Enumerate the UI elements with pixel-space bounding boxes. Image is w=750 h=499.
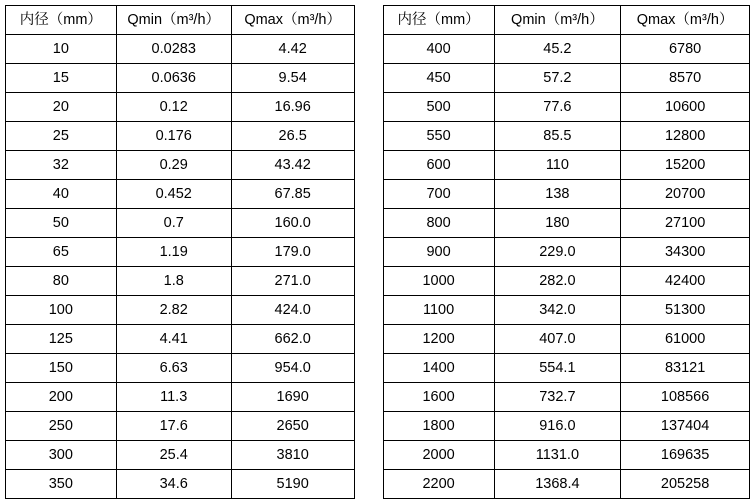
cell-qmin: 45.2 bbox=[494, 35, 621, 64]
cell-qmin: 0.176 bbox=[116, 122, 231, 151]
cell-qmin: 554.1 bbox=[494, 354, 621, 383]
table-row bbox=[6, 470, 355, 499]
cell-qmin: 85.5 bbox=[494, 122, 621, 151]
table-row bbox=[6, 267, 355, 296]
cell-inner-diameter: 1400 bbox=[383, 354, 494, 383]
table-row bbox=[6, 412, 355, 441]
cell-inner-diameter: 80 bbox=[6, 267, 117, 296]
table-row bbox=[383, 93, 749, 122]
cell-qmin: 2.82 bbox=[116, 296, 231, 325]
cell-qmin: 1.8 bbox=[116, 267, 231, 296]
cell-qmax: 61000 bbox=[621, 325, 750, 354]
table-row bbox=[6, 151, 355, 180]
cell-qmax: 662.0 bbox=[231, 325, 354, 354]
cell-inner-diameter: 1200 bbox=[383, 325, 494, 354]
cell-inner-diameter: 800 bbox=[383, 209, 494, 238]
cell-qmax: 27100 bbox=[621, 209, 750, 238]
cell-qmin: 1.19 bbox=[116, 238, 231, 267]
cell-inner-diameter: 25 bbox=[6, 122, 117, 151]
column-header-inner-diameter: 内径（mm） bbox=[6, 6, 117, 35]
cell-qmin: 25.4 bbox=[116, 441, 231, 470]
flow-range-table-left bbox=[5, 5, 355, 499]
table-row bbox=[383, 296, 749, 325]
table-row bbox=[6, 441, 355, 470]
cell-qmax: 160.0 bbox=[231, 209, 354, 238]
cell-qmin: 57.2 bbox=[494, 64, 621, 93]
flow-range-table-right bbox=[383, 5, 750, 499]
table-row bbox=[383, 325, 749, 354]
table-row bbox=[6, 64, 355, 93]
table-row bbox=[6, 209, 355, 238]
table-row bbox=[6, 354, 355, 383]
cell-inner-diameter: 600 bbox=[383, 151, 494, 180]
cell-inner-diameter: 2000 bbox=[383, 441, 494, 470]
cell-qmin: 916.0 bbox=[494, 412, 621, 441]
cell-inner-diameter: 300 bbox=[6, 441, 117, 470]
cell-inner-diameter: 150 bbox=[6, 354, 117, 383]
table-row bbox=[383, 412, 749, 441]
cell-qmax: 1690 bbox=[231, 383, 354, 412]
cell-qmax: 12800 bbox=[621, 122, 750, 151]
cell-qmax: 424.0 bbox=[231, 296, 354, 325]
table-row bbox=[6, 93, 355, 122]
table-row bbox=[383, 383, 749, 412]
cell-qmin: 1131.0 bbox=[494, 441, 621, 470]
cell-qmin: 6.63 bbox=[116, 354, 231, 383]
cell-inner-diameter: 1800 bbox=[383, 412, 494, 441]
table-row bbox=[383, 209, 749, 238]
table-row bbox=[6, 122, 355, 151]
cell-inner-diameter: 550 bbox=[383, 122, 494, 151]
table-row bbox=[383, 151, 749, 180]
cell-qmax: 10600 bbox=[621, 93, 750, 122]
cell-qmin: 180 bbox=[494, 209, 621, 238]
table-row bbox=[6, 383, 355, 412]
table-row bbox=[383, 35, 749, 64]
cell-qmin: 4.41 bbox=[116, 325, 231, 354]
cell-qmin: 407.0 bbox=[494, 325, 621, 354]
cell-qmax: 271.0 bbox=[231, 267, 354, 296]
cell-inner-diameter: 2200 bbox=[383, 470, 494, 499]
cell-qmax: 954.0 bbox=[231, 354, 354, 383]
cell-inner-diameter: 1100 bbox=[383, 296, 494, 325]
cell-qmin: 229.0 bbox=[494, 238, 621, 267]
cell-inner-diameter: 10 bbox=[6, 35, 117, 64]
cell-qmin: 17.6 bbox=[116, 412, 231, 441]
cell-qmax: 9.54 bbox=[231, 64, 354, 93]
cell-qmin: 0.7 bbox=[116, 209, 231, 238]
cell-inner-diameter: 400 bbox=[383, 35, 494, 64]
table-row bbox=[383, 238, 749, 267]
cell-qmax: 16.96 bbox=[231, 93, 354, 122]
cell-qmax: 205258 bbox=[621, 470, 750, 499]
cell-qmin: 34.6 bbox=[116, 470, 231, 499]
cell-inner-diameter: 200 bbox=[6, 383, 117, 412]
cell-qmin: 77.6 bbox=[494, 93, 621, 122]
table-row bbox=[383, 180, 749, 209]
cell-qmax: 67.85 bbox=[231, 180, 354, 209]
table-header-row bbox=[383, 6, 749, 35]
cell-qmax: 179.0 bbox=[231, 238, 354, 267]
cell-inner-diameter: 450 bbox=[383, 64, 494, 93]
cell-qmax: 5190 bbox=[231, 470, 354, 499]
table-row bbox=[6, 296, 355, 325]
cell-qmin: 0.12 bbox=[116, 93, 231, 122]
table-header-row bbox=[6, 6, 355, 35]
cell-inner-diameter: 1600 bbox=[383, 383, 494, 412]
cell-inner-diameter: 50 bbox=[6, 209, 117, 238]
table-row bbox=[383, 354, 749, 383]
column-header-inner-diameter: 内径（mm） bbox=[383, 6, 494, 35]
table-row bbox=[383, 64, 749, 93]
cell-qmax: 4.42 bbox=[231, 35, 354, 64]
cell-inner-diameter: 100 bbox=[6, 296, 117, 325]
cell-qmax: 20700 bbox=[621, 180, 750, 209]
cell-inner-diameter: 40 bbox=[6, 180, 117, 209]
table-row bbox=[6, 180, 355, 209]
cell-inner-diameter: 32 bbox=[6, 151, 117, 180]
cell-qmin: 0.452 bbox=[116, 180, 231, 209]
cell-qmax: 42400 bbox=[621, 267, 750, 296]
table-row bbox=[6, 325, 355, 354]
cell-inner-diameter: 1000 bbox=[383, 267, 494, 296]
cell-inner-diameter: 250 bbox=[6, 412, 117, 441]
cell-qmin: 110 bbox=[494, 151, 621, 180]
cell-qmin: 0.0283 bbox=[116, 35, 231, 64]
cell-qmax: 26.5 bbox=[231, 122, 354, 151]
cell-qmax: 108566 bbox=[621, 383, 750, 412]
cell-inner-diameter: 500 bbox=[383, 93, 494, 122]
column-header-qmin: Qmin（m³/h） bbox=[116, 6, 231, 35]
cell-qmax: 83121 bbox=[621, 354, 750, 383]
cell-qmin: 1368.4 bbox=[494, 470, 621, 499]
cell-qmin: 0.29 bbox=[116, 151, 231, 180]
column-header-qmin: Qmin（m³/h） bbox=[494, 6, 621, 35]
cell-inner-diameter: 900 bbox=[383, 238, 494, 267]
cell-qmin: 11.3 bbox=[116, 383, 231, 412]
cell-qmin: 732.7 bbox=[494, 383, 621, 412]
table-row bbox=[383, 122, 749, 151]
cell-inner-diameter: 700 bbox=[383, 180, 494, 209]
table-row bbox=[6, 35, 355, 64]
cell-inner-diameter: 20 bbox=[6, 93, 117, 122]
cell-qmax: 2650 bbox=[231, 412, 354, 441]
cell-qmax: 8570 bbox=[621, 64, 750, 93]
column-header-qmax: Qmax（m³/h） bbox=[621, 6, 750, 35]
cell-qmax: 137404 bbox=[621, 412, 750, 441]
cell-inner-diameter: 65 bbox=[6, 238, 117, 267]
cell-qmax: 6780 bbox=[621, 35, 750, 64]
cell-qmin: 0.0636 bbox=[116, 64, 231, 93]
column-header-qmax: Qmax（m³/h） bbox=[231, 6, 354, 35]
cell-qmin: 342.0 bbox=[494, 296, 621, 325]
table-row bbox=[383, 470, 749, 499]
cell-qmin: 138 bbox=[494, 180, 621, 209]
table-row bbox=[6, 238, 355, 267]
cell-qmin: 282.0 bbox=[494, 267, 621, 296]
cell-qmax: 169635 bbox=[621, 441, 750, 470]
cell-inner-diameter: 350 bbox=[6, 470, 117, 499]
cell-qmax: 3810 bbox=[231, 441, 354, 470]
cell-qmax: 34300 bbox=[621, 238, 750, 267]
table-row bbox=[383, 267, 749, 296]
table-row bbox=[383, 441, 749, 470]
cell-qmax: 51300 bbox=[621, 296, 750, 325]
cell-inner-diameter: 125 bbox=[6, 325, 117, 354]
cell-qmax: 43.42 bbox=[231, 151, 354, 180]
cell-inner-diameter: 15 bbox=[6, 64, 117, 93]
cell-qmax: 15200 bbox=[621, 151, 750, 180]
